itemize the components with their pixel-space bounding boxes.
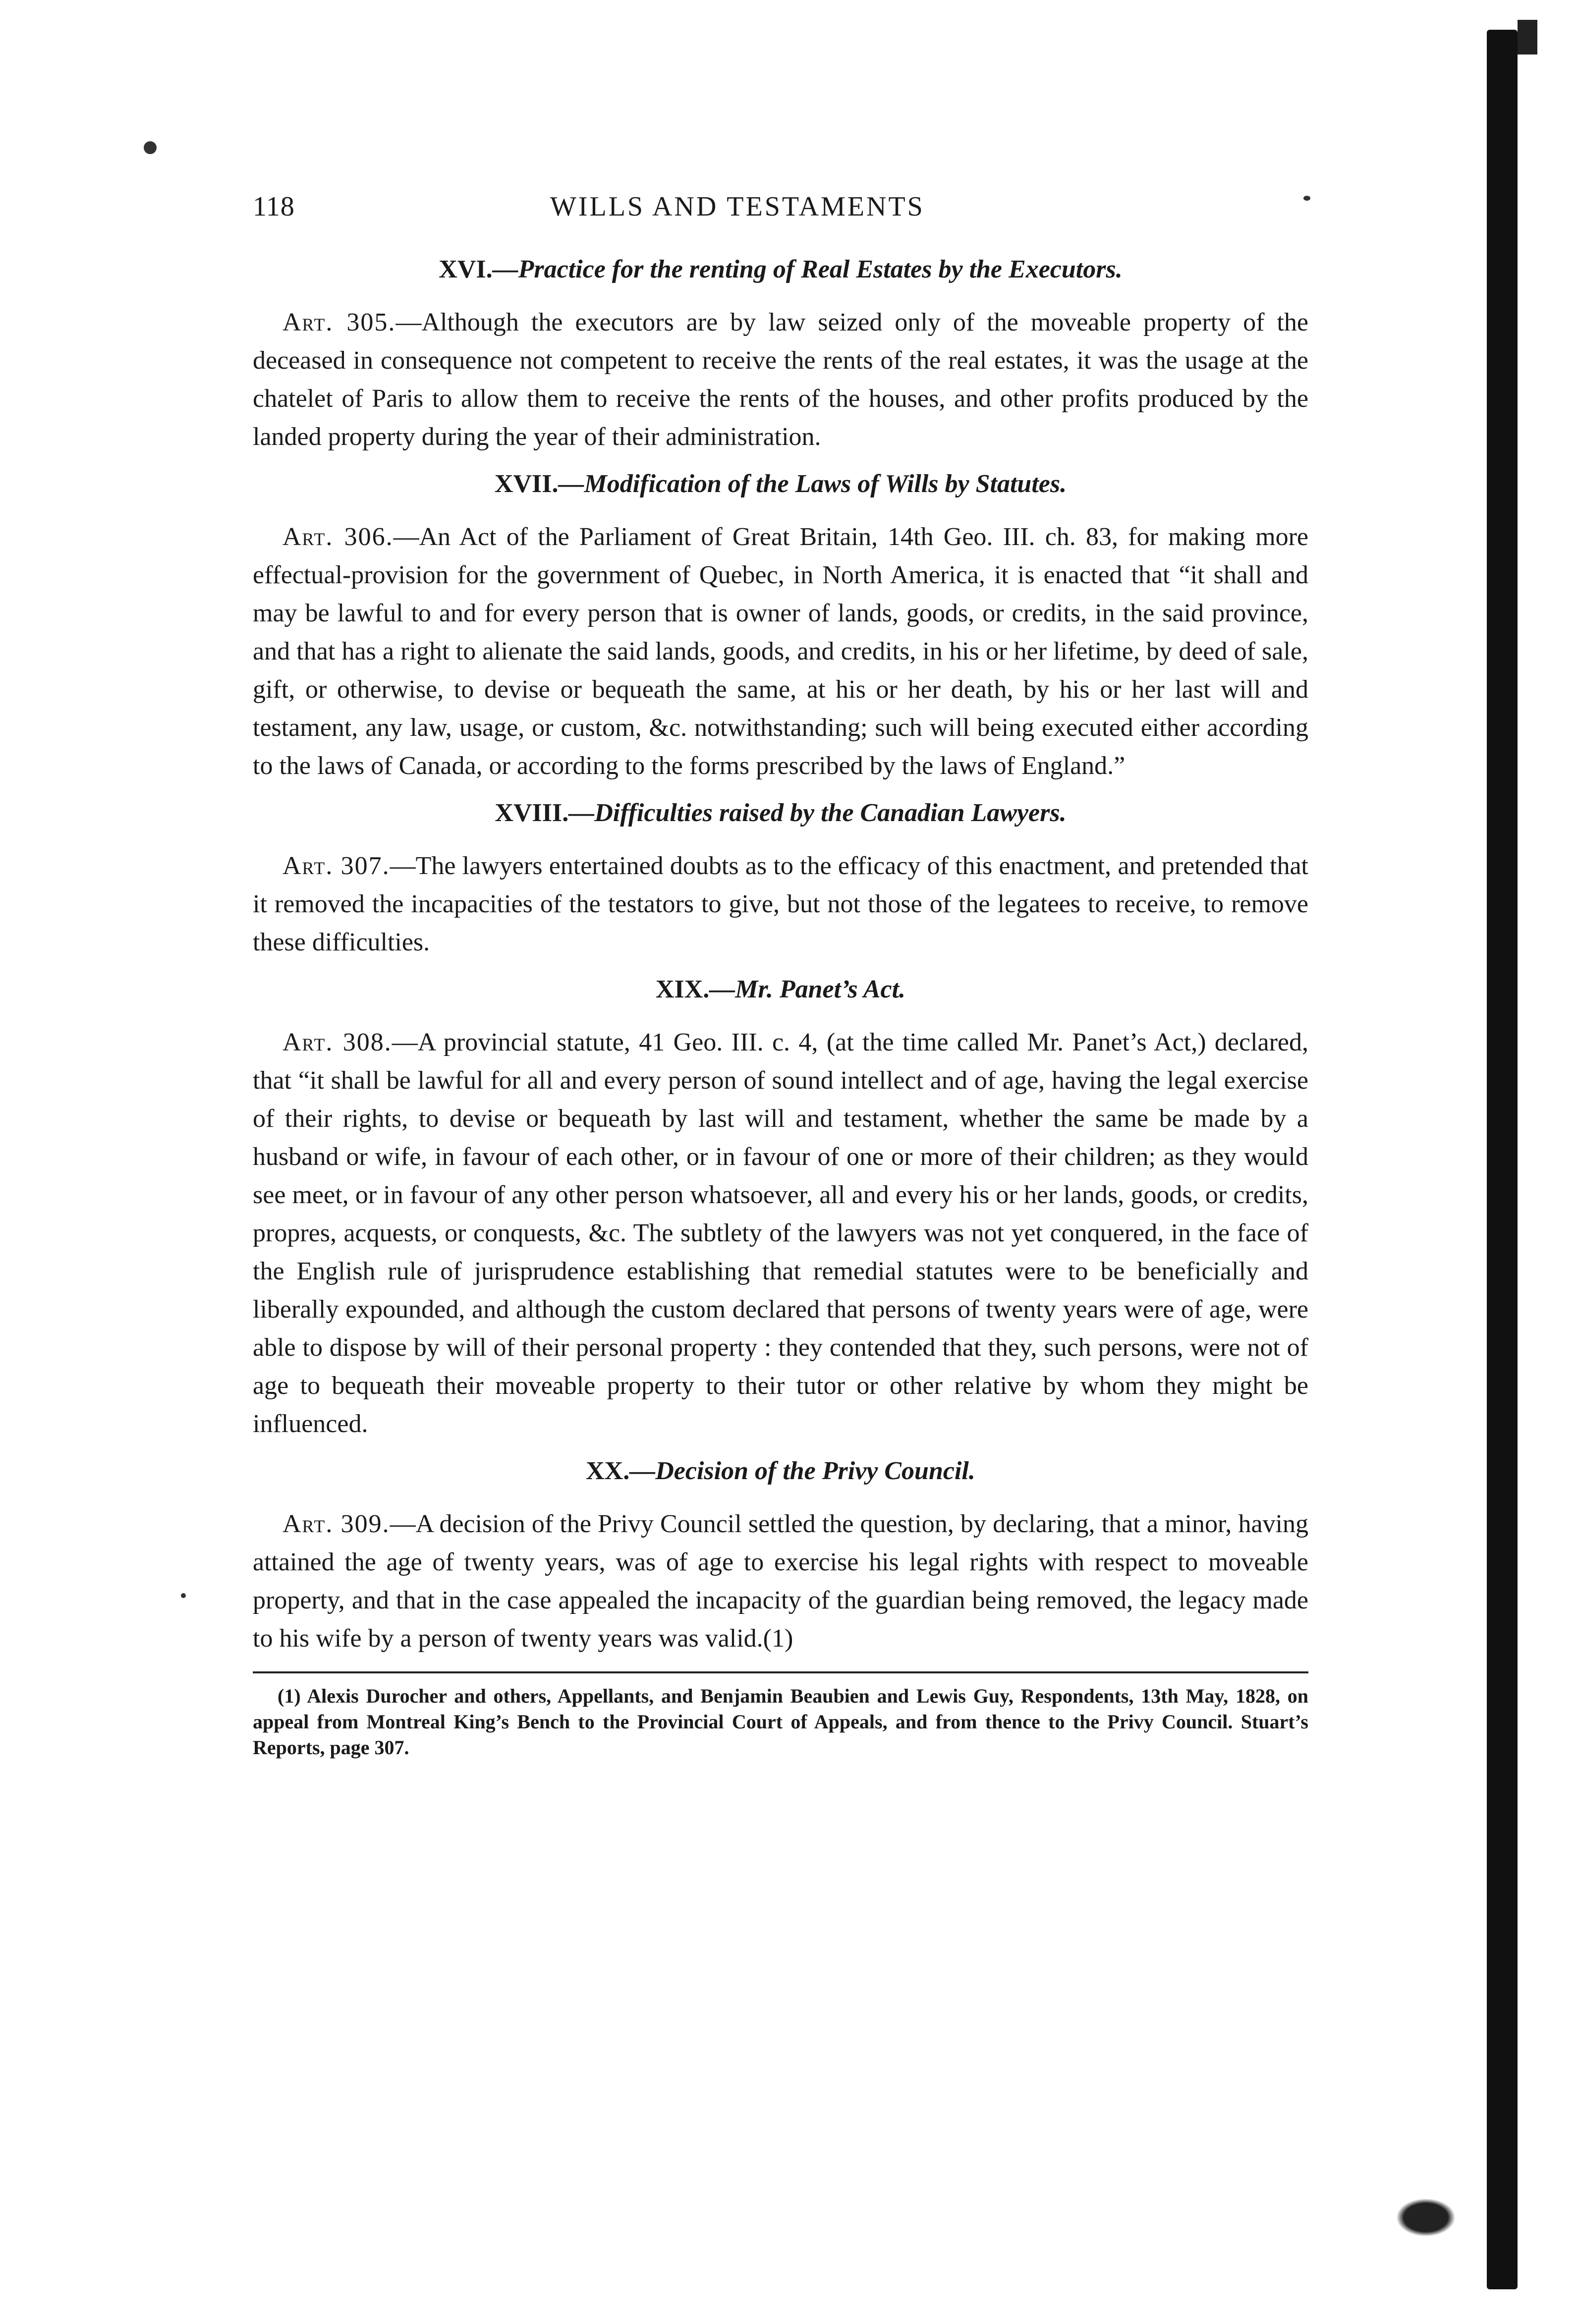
article-text: —The lawyers entertained doubts as to the efficacy of this enactment, and pretended that it removed the incapacities of the testators to give, but not those of the legatees to receive, to remove these difficulties. <box>253 852 1308 956</box>
article-label: Art. 306. <box>282 523 394 551</box>
section-heading-xviii <box>253 794 1308 832</box>
scan-border-top-mark <box>1518 20 1537 55</box>
scan-speck <box>181 1593 186 1598</box>
section-numeral: XIX. <box>655 975 710 1003</box>
article-label: Art. 307. <box>282 852 390 880</box>
scan-ink-blot <box>1391 2195 1461 2240</box>
article-label: Art. 308. <box>282 1028 392 1056</box>
article-305 <box>253 303 1308 456</box>
article-label: Art. 309. <box>282 1510 390 1538</box>
article-308 <box>253 1023 1308 1443</box>
running-title: WILLS AND TESTAMENTS <box>550 191 925 222</box>
section-heading-xvi <box>253 250 1308 288</box>
section-heading-xix <box>253 970 1308 1008</box>
section-title: —Difficulties raised by the Canadian Lawyers. <box>568 799 1067 827</box>
article-text: —A provincial statute, 41 Geo. III. c. 4, (at the time called Mr. Panet’s Act,) declared, that “it shall be lawful for all and every person of sound intellect and of age, having the legal exercise of their rights, to devise or bequeath by last will and testament, whether the same be made by a husband or wife, in favour of each other, or in favour of one or more of their children; as they would see meet, or in favour of any other person whatsoever, all and every his or her lands, goods, or credits, propres, acquests, or conquests, &c. The subtlety of the lawyers was not yet conquered, in the face of the English rule of jurisprudence establishing that remedial statutes were to be beneficially and liberally expounded, and although the custom declared that persons of twenty years were of age, were able to dispose by will of their personal property : they contended that they, such persons, were not of age to bequeath their moveable property to their tutor or other relative by whom they might be influenced. <box>253 1028 1308 1438</box>
article-label: Art. 305. <box>282 308 396 336</box>
article-text: —Although the executors are by law seized only of the moveable property of the deceased in consequence not competent to receive the rents of the real estates, it was the usage at the chatelet of Paris to allow them to receive the rents of the houses, and other profits produced by the landed property during the year of their administration. <box>253 308 1308 451</box>
scan-border-right <box>1487 30 1518 2289</box>
section-title: —Modification of the Laws of Wills by Statutes. <box>558 470 1067 498</box>
section-numeral: XX. <box>586 1457 630 1485</box>
footnote-divider <box>253 1671 1308 1673</box>
page-number: 118 <box>253 191 295 222</box>
section-numeral: XVIII. <box>495 799 569 827</box>
section-numeral: XVII. <box>494 470 559 498</box>
section-heading-xx <box>253 1452 1308 1490</box>
section-numeral: XVI. <box>439 255 493 283</box>
article-text: —A decision of the Privy Council settled the question, by declaring, that a minor, having attained the age of twenty years, was of age to exercise his legal rights with respect to moveable property, and that in the case appealed the incapacity of the guardian being removed, the legacy made to his wife by a person of twenty years was valid.(1) <box>253 1510 1308 1653</box>
section-title: —Mr. Panet’s Act. <box>709 975 906 1003</box>
section-heading-xvii <box>253 465 1308 503</box>
page-body <box>253 250 1308 1761</box>
article-text: —An Act of the Parliament of Great Britain, 14th Geo. III. ch. 83, for making more effectual-provision for the government of Quebec, in North America, it is enacted that “it shall and may be lawful to and for every person that is owner of lands, goods, or credits, in the said province, and that has a right to alienate the said lands, goods, and credits, in his or her lifetime, by deed of sale, gift, or otherwise, to devise or bequeath the same, at his or her death, by his or her last will and testament, any law, usage, or custom, &c. notwithstanding; such will being executed either according to the laws of Canada, or according to the forms prescribed by the laws of England.” <box>253 523 1308 780</box>
page-header <box>253 191 1313 235</box>
article-309 <box>253 1505 1308 1658</box>
section-title: —Practice for the renting of Real Estates by the Executors. <box>492 255 1123 283</box>
article-306 <box>253 518 1308 785</box>
section-title: —Decision of the Privy Council. <box>629 1457 975 1485</box>
scan-speck <box>144 141 157 154</box>
article-307 <box>253 847 1308 961</box>
footnote: (1) Alexis Durocher and others, Appellants, and Benjamin Beaubien and Lewis Guy, Respondents, 13th May, 1828, on appeal from Montreal King’s Bench to the Provincial Court of Appeals, and from thence to the Privy Council. Stuart’s Reports, page 307. <box>253 1685 1308 1759</box>
